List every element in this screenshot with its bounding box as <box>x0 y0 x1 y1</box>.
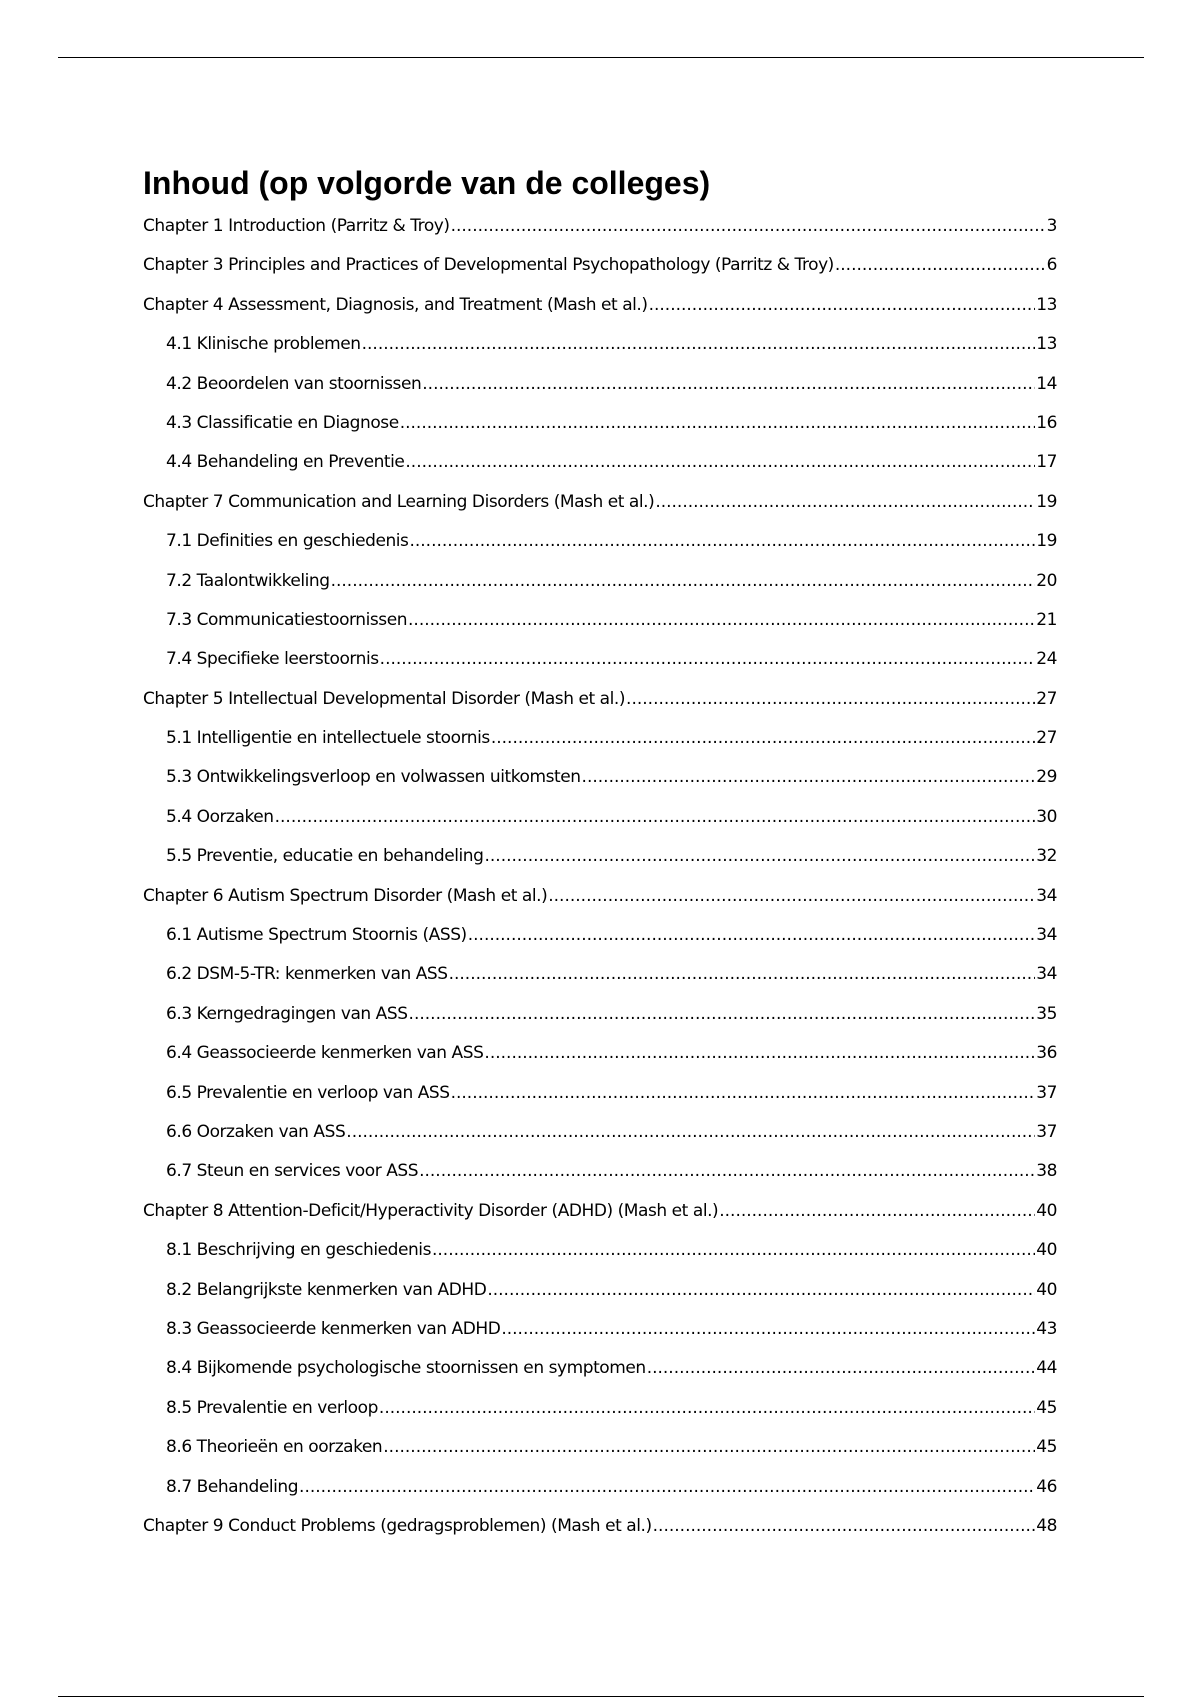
toc-section-entry[interactable] <box>143 925 1057 964</box>
toc-section-entry[interactable] <box>143 610 1057 649</box>
toc-entry-label: Chapter 6 Autism Spectrum Disorder (Mash et al.) <box>143 885 548 906</box>
toc-page-number: 46 <box>1036 1476 1057 1497</box>
toc-entry-label: Chapter 9 Conduct Problems (gedragsproblemen) (Mash et al.) <box>143 1515 652 1536</box>
toc-page-number: 6 <box>1046 255 1057 276</box>
toc-page-number: 43 <box>1036 1318 1057 1339</box>
toc-entry-label: 6.7 Steun en services voor ASS <box>166 1161 419 1182</box>
toc-title: Inhoud (op volgorde van de colleges) <box>143 165 711 201</box>
toc-page-number: 40 <box>1036 1240 1057 1261</box>
toc-dot-leader <box>487 1280 1035 1300</box>
toc-page-number: 14 <box>1036 373 1057 394</box>
toc-entry-label: 7.2 Taalontwikkeling <box>166 570 330 591</box>
toc-dot-leader <box>449 964 1036 984</box>
toc-dot-leader <box>835 255 1046 275</box>
toc-entry-label: 4.1 Klinische problemen <box>166 334 361 355</box>
toc-section-entry[interactable] <box>143 413 1057 452</box>
toc-entry-label: 5.3 Ontwikkelingsverloop en volwassen uitkomsten <box>166 767 581 788</box>
toc-entry-label: 6.2 DSM-5-TR: kenmerken van ASS <box>166 964 448 985</box>
toc-page-number: 44 <box>1036 1358 1057 1379</box>
toc-page-number: 36 <box>1036 1043 1057 1064</box>
toc-dot-leader <box>379 1398 1035 1418</box>
toc-entry-label: 8.7 Behandeling <box>166 1476 299 1497</box>
toc-dot-leader <box>405 452 1035 472</box>
toc-dot-leader <box>548 886 1035 906</box>
toc-page-number: 35 <box>1036 1003 1057 1024</box>
toc-dot-leader <box>409 1004 1036 1024</box>
table-of-contents <box>143 216 1057 1555</box>
toc-section-entry[interactable] <box>143 452 1057 491</box>
toc-entry-label: 7.3 Communicatiestoornissen <box>166 609 408 630</box>
toc-dot-leader <box>484 846 1035 866</box>
toc-page-number: 24 <box>1036 649 1057 670</box>
toc-chapter-entry[interactable] <box>143 689 1057 728</box>
toc-dot-leader <box>468 925 1036 945</box>
toc-entry-label: 7.4 Specifieke leerstoornis <box>166 649 379 670</box>
toc-dot-leader <box>275 807 1036 827</box>
toc-section-entry[interactable] <box>143 728 1057 767</box>
toc-entry-label: 5.4 Oorzaken <box>166 806 274 827</box>
toc-page-number: 19 <box>1036 491 1057 512</box>
toc-entry-label: 6.5 Prevalentie en verloop van ASS <box>166 1082 450 1103</box>
toc-section-entry[interactable] <box>143 1477 1057 1516</box>
toc-dot-leader <box>331 571 1036 591</box>
toc-page-number: 45 <box>1036 1437 1057 1458</box>
toc-section-entry[interactable] <box>143 649 1057 688</box>
toc-entry-label: 8.5 Prevalentie en verloop <box>166 1397 378 1418</box>
toc-section-entry[interactable] <box>143 1161 1057 1200</box>
toc-dot-leader <box>451 1083 1036 1103</box>
toc-page-number: 21 <box>1036 609 1057 630</box>
toc-section-entry[interactable] <box>143 1280 1057 1319</box>
toc-entry-label: Chapter 7 Communication and Learning Disorders (Mash et al.) <box>143 491 655 512</box>
toc-page-number: 30 <box>1036 806 1057 827</box>
toc-entry-label: 8.6 Theorieën en oorzaken <box>166 1437 383 1458</box>
toc-dot-leader <box>299 1477 1035 1497</box>
toc-section-entry[interactable] <box>143 1437 1057 1476</box>
toc-dot-leader <box>451 216 1046 236</box>
toc-chapter-entry[interactable] <box>143 886 1057 925</box>
header-rule <box>58 57 1144 58</box>
toc-entry-label: Chapter 8 Attention-Deficit/Hyperactivity Disorder (ADHD) (Mash et al.) <box>143 1200 719 1221</box>
toc-entry-label: 5.5 Preventie, educatie en behandeling <box>166 846 484 867</box>
toc-dot-leader <box>649 295 1036 315</box>
toc-chapter-entry[interactable] <box>143 255 1057 294</box>
toc-page-number: 20 <box>1036 570 1057 591</box>
toc-dot-leader <box>409 531 1035 551</box>
toc-page-number: 19 <box>1036 531 1057 552</box>
toc-page-number: 13 <box>1036 294 1057 315</box>
toc-entry-label: 8.4 Bijkomende psychologische stoornissen en symptomen <box>166 1358 646 1379</box>
toc-section-entry[interactable] <box>143 334 1057 373</box>
toc-page-number: 17 <box>1036 452 1057 473</box>
toc-entry-label: Chapter 3 Principles and Practices of Developmental Psychopathology (Parritz & Troy) <box>143 255 834 276</box>
footer-rule <box>58 1696 1144 1697</box>
toc-section-entry[interactable] <box>143 571 1057 610</box>
toc-page-number: 37 <box>1036 1082 1057 1103</box>
toc-page-number: 38 <box>1036 1161 1057 1182</box>
toc-dot-leader <box>653 1516 1036 1536</box>
toc-dot-leader <box>346 1122 1035 1142</box>
toc-chapter-entry[interactable] <box>143 1201 1057 1240</box>
toc-page-number: 16 <box>1036 412 1057 433</box>
toc-section-entry[interactable] <box>143 1319 1057 1358</box>
toc-section-entry[interactable] <box>143 1004 1057 1043</box>
toc-section-entry[interactable] <box>143 807 1057 846</box>
toc-page-number: 29 <box>1036 767 1057 788</box>
toc-dot-leader <box>380 649 1036 669</box>
toc-page-number: 3 <box>1046 216 1057 236</box>
toc-dot-leader <box>383 1437 1035 1457</box>
toc-dot-leader <box>432 1240 1035 1260</box>
toc-section-entry[interactable] <box>143 1240 1057 1279</box>
toc-dot-leader <box>422 374 1035 394</box>
toc-dot-leader <box>582 767 1036 787</box>
toc-dot-leader <box>655 492 1035 512</box>
toc-page-number: 32 <box>1036 846 1057 867</box>
toc-section-entry[interactable] <box>143 1083 1057 1122</box>
toc-entry-label: 8.2 Belangrijkste kenmerken van ADHD <box>166 1279 487 1300</box>
toc-chapter-entry[interactable] <box>143 295 1057 334</box>
toc-dot-leader <box>362 334 1036 354</box>
toc-chapter-entry[interactable] <box>143 492 1057 531</box>
toc-entry-label: 6.3 Kerngedragingen van ASS <box>166 1003 408 1024</box>
toc-entry-label: 5.1 Intelligentie en intellectuele stoornis <box>166 728 490 749</box>
toc-section-entry[interactable] <box>143 1398 1057 1437</box>
toc-entry-label: 8.3 Geassocieerde kenmerken van ADHD <box>166 1318 501 1339</box>
toc-chapter-entry[interactable] <box>143 1516 1057 1555</box>
toc-page-number: 27 <box>1036 728 1057 749</box>
toc-page-number: 45 <box>1036 1397 1057 1418</box>
toc-entry-label: 4.2 Beoordelen van stoornissen <box>166 373 422 394</box>
toc-section-entry[interactable] <box>143 1122 1057 1161</box>
toc-page-number: 34 <box>1036 925 1057 946</box>
toc-dot-leader <box>408 610 1035 630</box>
toc-page-number: 34 <box>1036 885 1057 906</box>
toc-section-entry[interactable] <box>143 531 1057 570</box>
toc-section-entry[interactable] <box>143 1358 1057 1397</box>
toc-entry-label: 8.1 Beschrijving en geschiedenis <box>166 1240 431 1261</box>
toc-dot-leader <box>501 1319 1035 1339</box>
toc-entry-label: Chapter 4 Assessment, Diagnosis, and Treatment (Mash et al.) <box>143 294 648 315</box>
toc-chapter-entry[interactable] <box>143 216 1057 255</box>
toc-page-number: 37 <box>1036 1121 1057 1142</box>
toc-dot-leader <box>419 1161 1035 1181</box>
toc-page-number: 27 <box>1036 688 1057 709</box>
toc-dot-leader <box>647 1358 1036 1378</box>
toc-dot-leader <box>719 1201 1035 1221</box>
toc-entry-label: Chapter 5 Intellectual Developmental Disorder (Mash et al.) <box>143 688 626 709</box>
toc-entry-label: 6.4 Geassocieerde kenmerken van ASS <box>166 1043 484 1064</box>
toc-entry-label: 6.6 Oorzaken van ASS <box>166 1121 346 1142</box>
toc-page-number: 40 <box>1036 1200 1057 1221</box>
toc-section-entry[interactable] <box>143 846 1057 885</box>
toc-section-entry[interactable] <box>143 767 1057 806</box>
toc-page-number: 34 <box>1036 964 1057 985</box>
toc-dot-leader <box>626 689 1035 709</box>
toc-dot-leader <box>491 728 1035 748</box>
toc-page-number: 40 <box>1036 1279 1057 1300</box>
toc-page-number: 13 <box>1036 334 1057 355</box>
toc-dot-leader <box>484 1043 1035 1063</box>
toc-dot-leader <box>400 413 1036 433</box>
toc-entry-label: 4.3 Classificatie en Diagnose <box>166 412 399 433</box>
toc-entry-label: 4.4 Behandeling en Preventie <box>166 452 405 473</box>
toc-section-entry[interactable] <box>143 964 1057 1003</box>
toc-entry-label: Chapter 1 Introduction (Parritz & Troy) <box>143 216 450 236</box>
toc-section-entry[interactable] <box>143 374 1057 413</box>
toc-entry-label: 6.1 Autisme Spectrum Stoornis (ASS) <box>166 925 467 946</box>
toc-page-number: 48 <box>1036 1515 1057 1536</box>
toc-entry-label: 7.1 Definities en geschiedenis <box>166 531 409 552</box>
toc-section-entry[interactable] <box>143 1043 1057 1082</box>
